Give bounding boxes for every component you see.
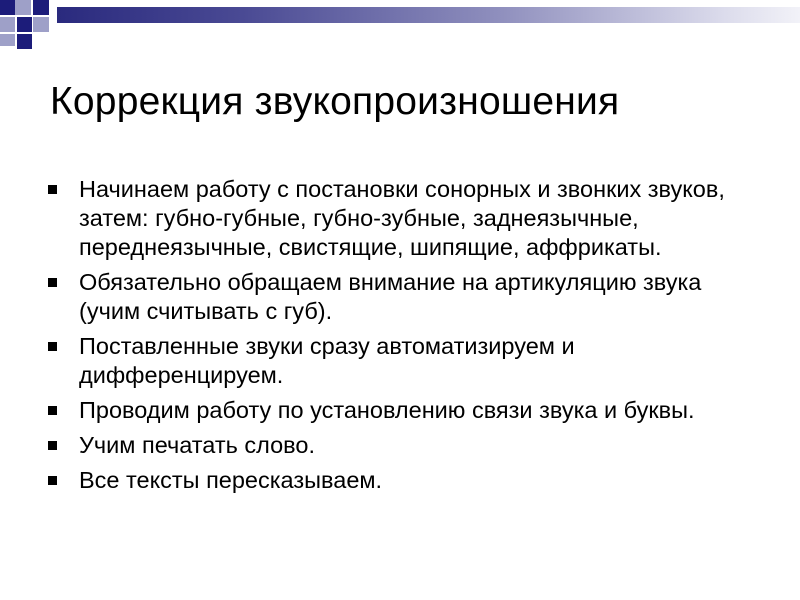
bullet-item xyxy=(48,466,748,495)
bullet-item xyxy=(48,396,748,425)
bullet-square-icon xyxy=(48,406,57,415)
bullet-item xyxy=(48,431,748,460)
decor-square xyxy=(0,0,15,15)
bullet-text: Обязательно обращаем внимание на артикуляцию звука (учим считывать с губ). xyxy=(79,269,702,324)
bullet-square-icon xyxy=(48,278,57,287)
bullet-text: Учим печатать слово. xyxy=(79,432,315,458)
decor-square xyxy=(15,0,31,15)
bullet-text: Проводим работу по установлению связи звука и буквы. xyxy=(79,397,695,423)
decor-square xyxy=(17,34,32,49)
bullet-item xyxy=(48,268,748,326)
bullet-square-icon xyxy=(48,476,57,485)
bullet-text: Поставленные звуки сразу автоматизируем и дифференцируем. xyxy=(79,333,575,388)
decor-square xyxy=(33,17,49,32)
slide-title: Коррекция звукопроизношения xyxy=(50,80,620,123)
decor-gradient-bar xyxy=(57,7,800,23)
bullet-square-icon xyxy=(48,441,57,450)
bullet-item xyxy=(48,175,748,262)
decor-square xyxy=(17,17,32,32)
decor-square xyxy=(0,17,15,32)
bullet-square-icon xyxy=(48,185,57,194)
bullet-text: Начинаем работу с постановки сонорных и звонких звуков, затем: губно-губные, губно-зубные, заднеязычные, переднеязычные, свистящие, шипящие, аффрикаты. xyxy=(79,176,725,260)
decor-square xyxy=(0,34,15,46)
bullet-list xyxy=(48,175,748,501)
bullet-item xyxy=(48,332,748,390)
decor-square xyxy=(33,0,49,15)
bullet-text: Все тексты пересказываем. xyxy=(79,467,383,493)
bullet-square-icon xyxy=(48,342,57,351)
